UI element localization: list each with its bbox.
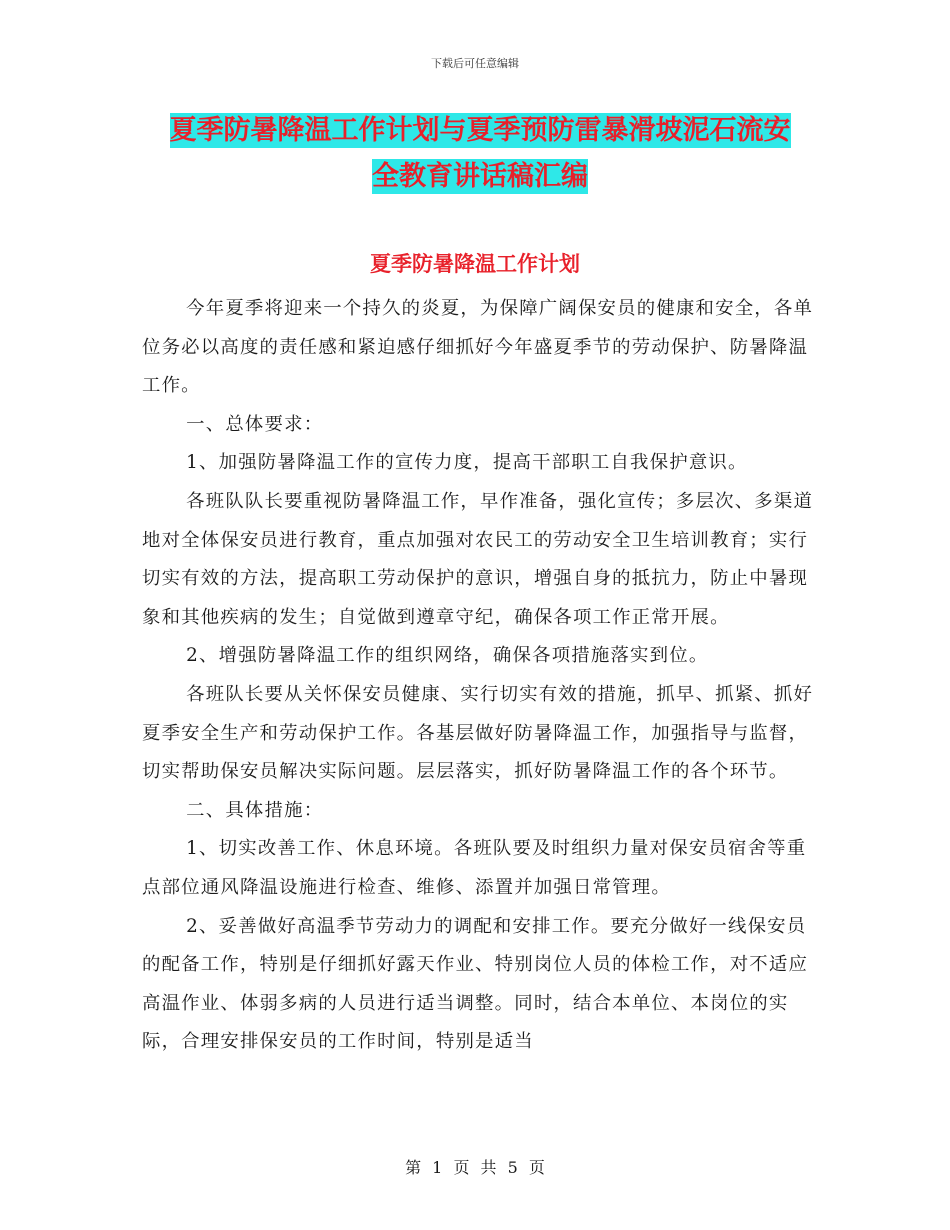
paragraph: 各班队队长要重视防暑降温工作，早作准备，强化宣传；多层次、多渠道地对全体保安员进行教育，重点加强对农民工的劳动安全卫生培训教育；实行切实有效的方法，提高职工劳动保护的意识，增强自身的抵抗力，防止中暑现象和其他疾病的发生；自觉做到遵章守纪，确保各项工作正常开展。 (142, 490, 814, 628)
document-title-line-1: 夏季防暑降温工作计划与夏季预防雷暴滑坡泥石流安 (169, 115, 791, 146)
paragraph: 今年夏季将迎来一个持久的炎夏，为保障广阔保安员的健康和安全，各单位务必以高度的责任感和紧迫感仔细抓好今年盛夏季节的劳动保护、防暑降温工作。 (142, 298, 814, 397)
paragraph-heading: 二、具体措施： (186, 799, 324, 821)
paragraph: 1、加强防暑降温工作的宣传力度，提高干部职工自我保护意识。 (186, 452, 748, 474)
page-number: 第 1 页 共 5 页 (405, 1158, 545, 1177)
paragraph: 各班队长要从关怀保安员健康、实行切实有效的措施，抓早、抓紧、抓好夏季安全生产和劳动保护工作。各基层做好防暑降温工作，加强指导与监督，切实帮助保安员解决实际问题。层层落实，抓好防暑降温工作的各个环节。 (142, 683, 814, 783)
paragraph-heading: 一、总体要求： (186, 413, 324, 435)
document-title (140, 108, 820, 200)
paragraph: 2、妥善做好高温季节劳动力的调配和安排工作。要充分做好一线保安员的配备工作，特别是仔细抓好露天作业、特别岗位人员的体检工作，对不适应高温作业、体弱多病的人员进行适当调整。同时，结合本单位、本岗位的实际，合理安排保安员的工作时间，特别是适当 (142, 915, 809, 1053)
paragraph: 1、切实改善工作、休息环境。各班队要及时组织力量对保安员宿舍等重点部位通风降温设施进行检查、维修、添置并加强日常管理。 (142, 838, 807, 898)
document-body (142, 290, 814, 1062)
header-note: 下载后可任意编辑 (431, 57, 519, 70)
paragraph: 2、增强防暑降温工作的组织网络，确保各项措施落实到位。 (186, 645, 709, 667)
document-title-line-2: 全教育讲话稿汇编 (372, 161, 588, 192)
section-title: 夏季防暑降温工作计划 (370, 252, 580, 276)
